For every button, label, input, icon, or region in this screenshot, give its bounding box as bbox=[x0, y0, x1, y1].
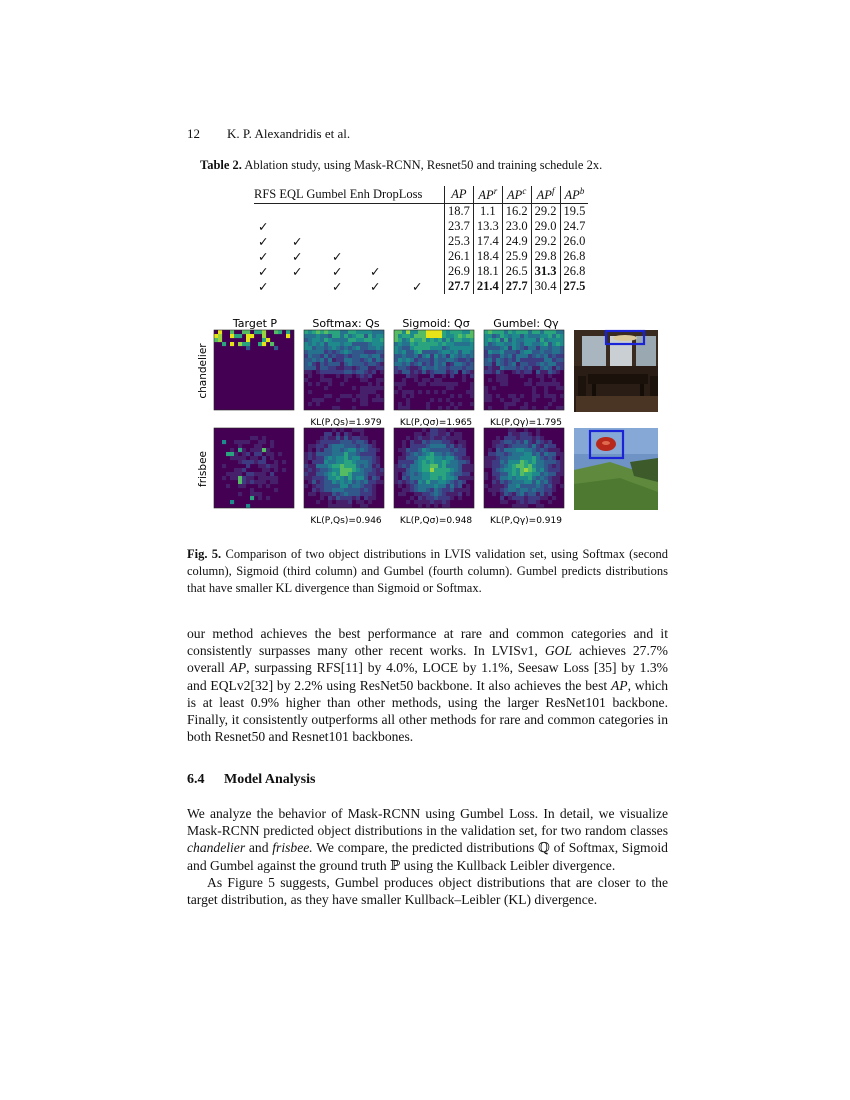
table-header-row bbox=[254, 186, 588, 204]
paragraph-analysis bbox=[187, 805, 668, 908]
paragraph-results bbox=[187, 625, 668, 745]
header-gumbel: Gumbel bbox=[306, 187, 347, 202]
table-value-cell: 13.3 bbox=[473, 219, 502, 234]
table-value-cell: 23.0 bbox=[502, 219, 531, 234]
heatmap-panel bbox=[394, 428, 474, 508]
check-mark: ✓ bbox=[332, 280, 343, 295]
table-row bbox=[254, 249, 588, 264]
heatmap-panel bbox=[484, 428, 564, 508]
table-value-cell: 1.1 bbox=[473, 204, 502, 220]
table-caption-text: Ablation study, using Mask-RCNN, Resnet50 and training schedule 2x. bbox=[244, 158, 603, 172]
section-number: 6.4 bbox=[187, 772, 205, 787]
table-check-cell bbox=[254, 249, 445, 264]
header-rfs: RFS bbox=[254, 187, 277, 202]
heatmap-panel bbox=[394, 330, 474, 410]
table-value-cell: 23.7 bbox=[445, 219, 474, 234]
table-value-cell: 24.7 bbox=[560, 219, 588, 234]
p2-part-b: We compare, the predicted distributions ℚ of Softmax, Sigmoid and Gumbel against the ground truth ℙ using the Kullback Leibler divergence. bbox=[187, 840, 668, 873]
heatmap-panel bbox=[214, 330, 294, 410]
row-label-chandelier: chandelier bbox=[197, 343, 209, 399]
table-value-cell: 26.0 bbox=[560, 234, 588, 249]
row-label-frisbee: frisbee bbox=[197, 451, 209, 487]
p1-part-c: , surpassing RFS[11] by 4.0%, LOCE by 1.1%, Seesaw Loss [35] by 1.3% and EQLv2[32] by 2.2% using ResNet50 backbone. It also achieves the best bbox=[187, 660, 668, 693]
page-number: 12 bbox=[187, 126, 200, 141]
check-mark: ✓ bbox=[258, 235, 269, 250]
table-value-cell: 27.7 bbox=[502, 279, 531, 294]
chandelier-photo bbox=[574, 330, 658, 412]
figure-5-svg bbox=[190, 312, 670, 532]
table-value-cell: 16.2 bbox=[502, 204, 531, 220]
table-value-cell: 25.9 bbox=[502, 249, 531, 264]
kl-sigmoid-chandelier: KL(P,Qσ)=1.965 bbox=[399, 418, 473, 428]
running-authors: K. P. Alexandridis et al. bbox=[227, 126, 351, 141]
table-check-cell bbox=[254, 204, 445, 220]
header-ap: AP bbox=[445, 186, 474, 204]
p2-class-frisbee: frisbee. bbox=[272, 840, 313, 856]
kl-softmax-frisbee: KL(P,Qs)=0.946 bbox=[310, 516, 382, 526]
heatmap-panel bbox=[484, 330, 564, 410]
table-row bbox=[254, 264, 588, 279]
check-mark: ✓ bbox=[258, 250, 269, 265]
header-droploss: DropLoss bbox=[373, 187, 423, 202]
header-ap-r: $AP^r$ bbox=[473, 186, 502, 204]
check-mark: ✓ bbox=[292, 265, 303, 280]
check-mark: ✓ bbox=[370, 265, 381, 280]
kl-sigmoid-frisbee: KL(P,Qσ)=0.948 bbox=[399, 516, 473, 526]
table-row bbox=[254, 234, 588, 249]
heatmap-panel bbox=[214, 428, 294, 508]
table-value-cell: 29.2 bbox=[531, 204, 560, 220]
p2-part-a: We analyze the behavior of Mask-RCNN using Gumbel Loss. In detail, we visualize Mask-RCNN predicted object distributions in the validation set, for two random classes bbox=[187, 806, 668, 839]
check-mark: ✓ bbox=[258, 280, 269, 295]
header-ap-f: $AP^f$ bbox=[531, 186, 560, 204]
table-check-cell bbox=[254, 264, 445, 279]
table-value-cell: 29.2 bbox=[531, 234, 560, 249]
table-value-cell: 31.3 bbox=[531, 264, 560, 279]
table-value-cell: 26.8 bbox=[560, 249, 588, 264]
table-value-cell: 17.4 bbox=[473, 234, 502, 249]
heatmap-panel bbox=[304, 428, 384, 508]
p1-method-name: GOL bbox=[544, 643, 573, 659]
check-mark: ✓ bbox=[412, 280, 423, 295]
col-title-target: Target P bbox=[232, 317, 278, 330]
figure-caption-label: Fig. 5. bbox=[187, 547, 222, 561]
figure-caption bbox=[187, 546, 668, 597]
table-value-cell: 26.9 bbox=[445, 264, 474, 279]
table-check-cell bbox=[254, 279, 445, 294]
check-mark: ✓ bbox=[332, 250, 343, 265]
table-value-cell: 27.5 bbox=[560, 279, 588, 294]
col-title-gumbel: Gumbel: Qγ bbox=[493, 317, 559, 330]
table-value-cell: 19.5 bbox=[560, 204, 588, 220]
table-caption bbox=[200, 157, 670, 174]
kl-gumbel-chandelier: KL(P,Qγ)=1.795 bbox=[490, 418, 562, 428]
table-value-cell: 26.5 bbox=[502, 264, 531, 279]
table-value-cell: 25.3 bbox=[445, 234, 474, 249]
header-eql: EQL bbox=[279, 187, 304, 202]
ablation-table-wrap bbox=[254, 186, 588, 294]
check-mark: ✓ bbox=[332, 265, 343, 280]
table-value-cell: 18.1 bbox=[473, 264, 502, 279]
check-mark: ✓ bbox=[292, 235, 303, 250]
p2-class-chandelier: chandelier bbox=[187, 840, 246, 856]
table-value-cell: 18.4 bbox=[473, 249, 502, 264]
header-ap-c: $AP^c$ bbox=[502, 186, 531, 204]
table-check-cell bbox=[254, 234, 445, 249]
table-caption-label: Table 2. bbox=[200, 158, 242, 172]
p1-part-b: achieves 27.7% overall bbox=[187, 643, 669, 676]
table-row bbox=[254, 204, 588, 220]
table-value-cell: 29.0 bbox=[531, 219, 560, 234]
frisbee-photo bbox=[574, 428, 658, 510]
p1-part-d: , which is at least 0.9% higher than other methods, using the larger ResNet101 backbone. Finally, it consistently outperforms all other methods for rare and common categories in both Resnet50 and Resnet101 backbones. bbox=[187, 677, 668, 745]
p1-ap-1: AP bbox=[229, 660, 247, 676]
table-value-cell: 26.8 bbox=[560, 264, 588, 279]
check-mark: ✓ bbox=[258, 220, 269, 235]
p1-ap-2: AP bbox=[610, 677, 628, 693]
figure-5 bbox=[190, 312, 670, 532]
heatmap-panel bbox=[304, 330, 384, 410]
p1-part-a: our method achieves the best performance at rare and common categories and it consistently surpasses many other recent works. In LVISv1, bbox=[187, 626, 668, 659]
col-title-softmax: Softmax: Qs bbox=[312, 317, 380, 330]
check-mark: ✓ bbox=[258, 265, 269, 280]
table-value-cell: 26.1 bbox=[445, 249, 474, 264]
p2-and: and bbox=[248, 840, 269, 856]
table-value-cell: 18.7 bbox=[445, 204, 474, 220]
section-title: Model Analysis bbox=[224, 772, 316, 787]
header-ap-b: $AP^b$ bbox=[560, 186, 588, 204]
kl-softmax-chandelier: KL(P,Qs)=1.979 bbox=[310, 418, 382, 428]
kl-gumbel-frisbee: KL(P,Qγ)=0.919 bbox=[490, 516, 562, 526]
col-title-sigmoid: Sigmoid: Qσ bbox=[402, 317, 470, 330]
running-header bbox=[187, 126, 350, 142]
table-value-cell: 21.4 bbox=[473, 279, 502, 294]
table-check-cell bbox=[254, 219, 445, 234]
table-value-cell: 30.4 bbox=[531, 279, 560, 294]
check-mark: ✓ bbox=[370, 280, 381, 295]
table-row bbox=[254, 219, 588, 234]
table-row bbox=[254, 279, 588, 294]
table-value-cell: 24.9 bbox=[502, 234, 531, 249]
section-heading bbox=[187, 772, 315, 788]
header-enh: Enh bbox=[349, 187, 370, 202]
table-value-cell: 29.8 bbox=[531, 249, 560, 264]
ablation-table bbox=[254, 186, 588, 294]
figure-caption-text: Comparison of two object distributions in LVIS validation set, using Softmax (second column), Sigmoid (third column) and Gumbel (fourth column). Gumbel predicts distributions that have smaller KL divergence than Sigmoid or Softmax. bbox=[187, 547, 669, 595]
check-mark: ✓ bbox=[292, 250, 303, 265]
table-value-cell: 27.7 bbox=[445, 279, 474, 294]
table-method-header-cell bbox=[254, 186, 445, 204]
paragraph-figure-summary: As Figure 5 suggests, Gumbel produces object distributions that are closer to the target distribution, as they have smaller Kullback–Leibler (KL) divergence. bbox=[187, 874, 668, 908]
